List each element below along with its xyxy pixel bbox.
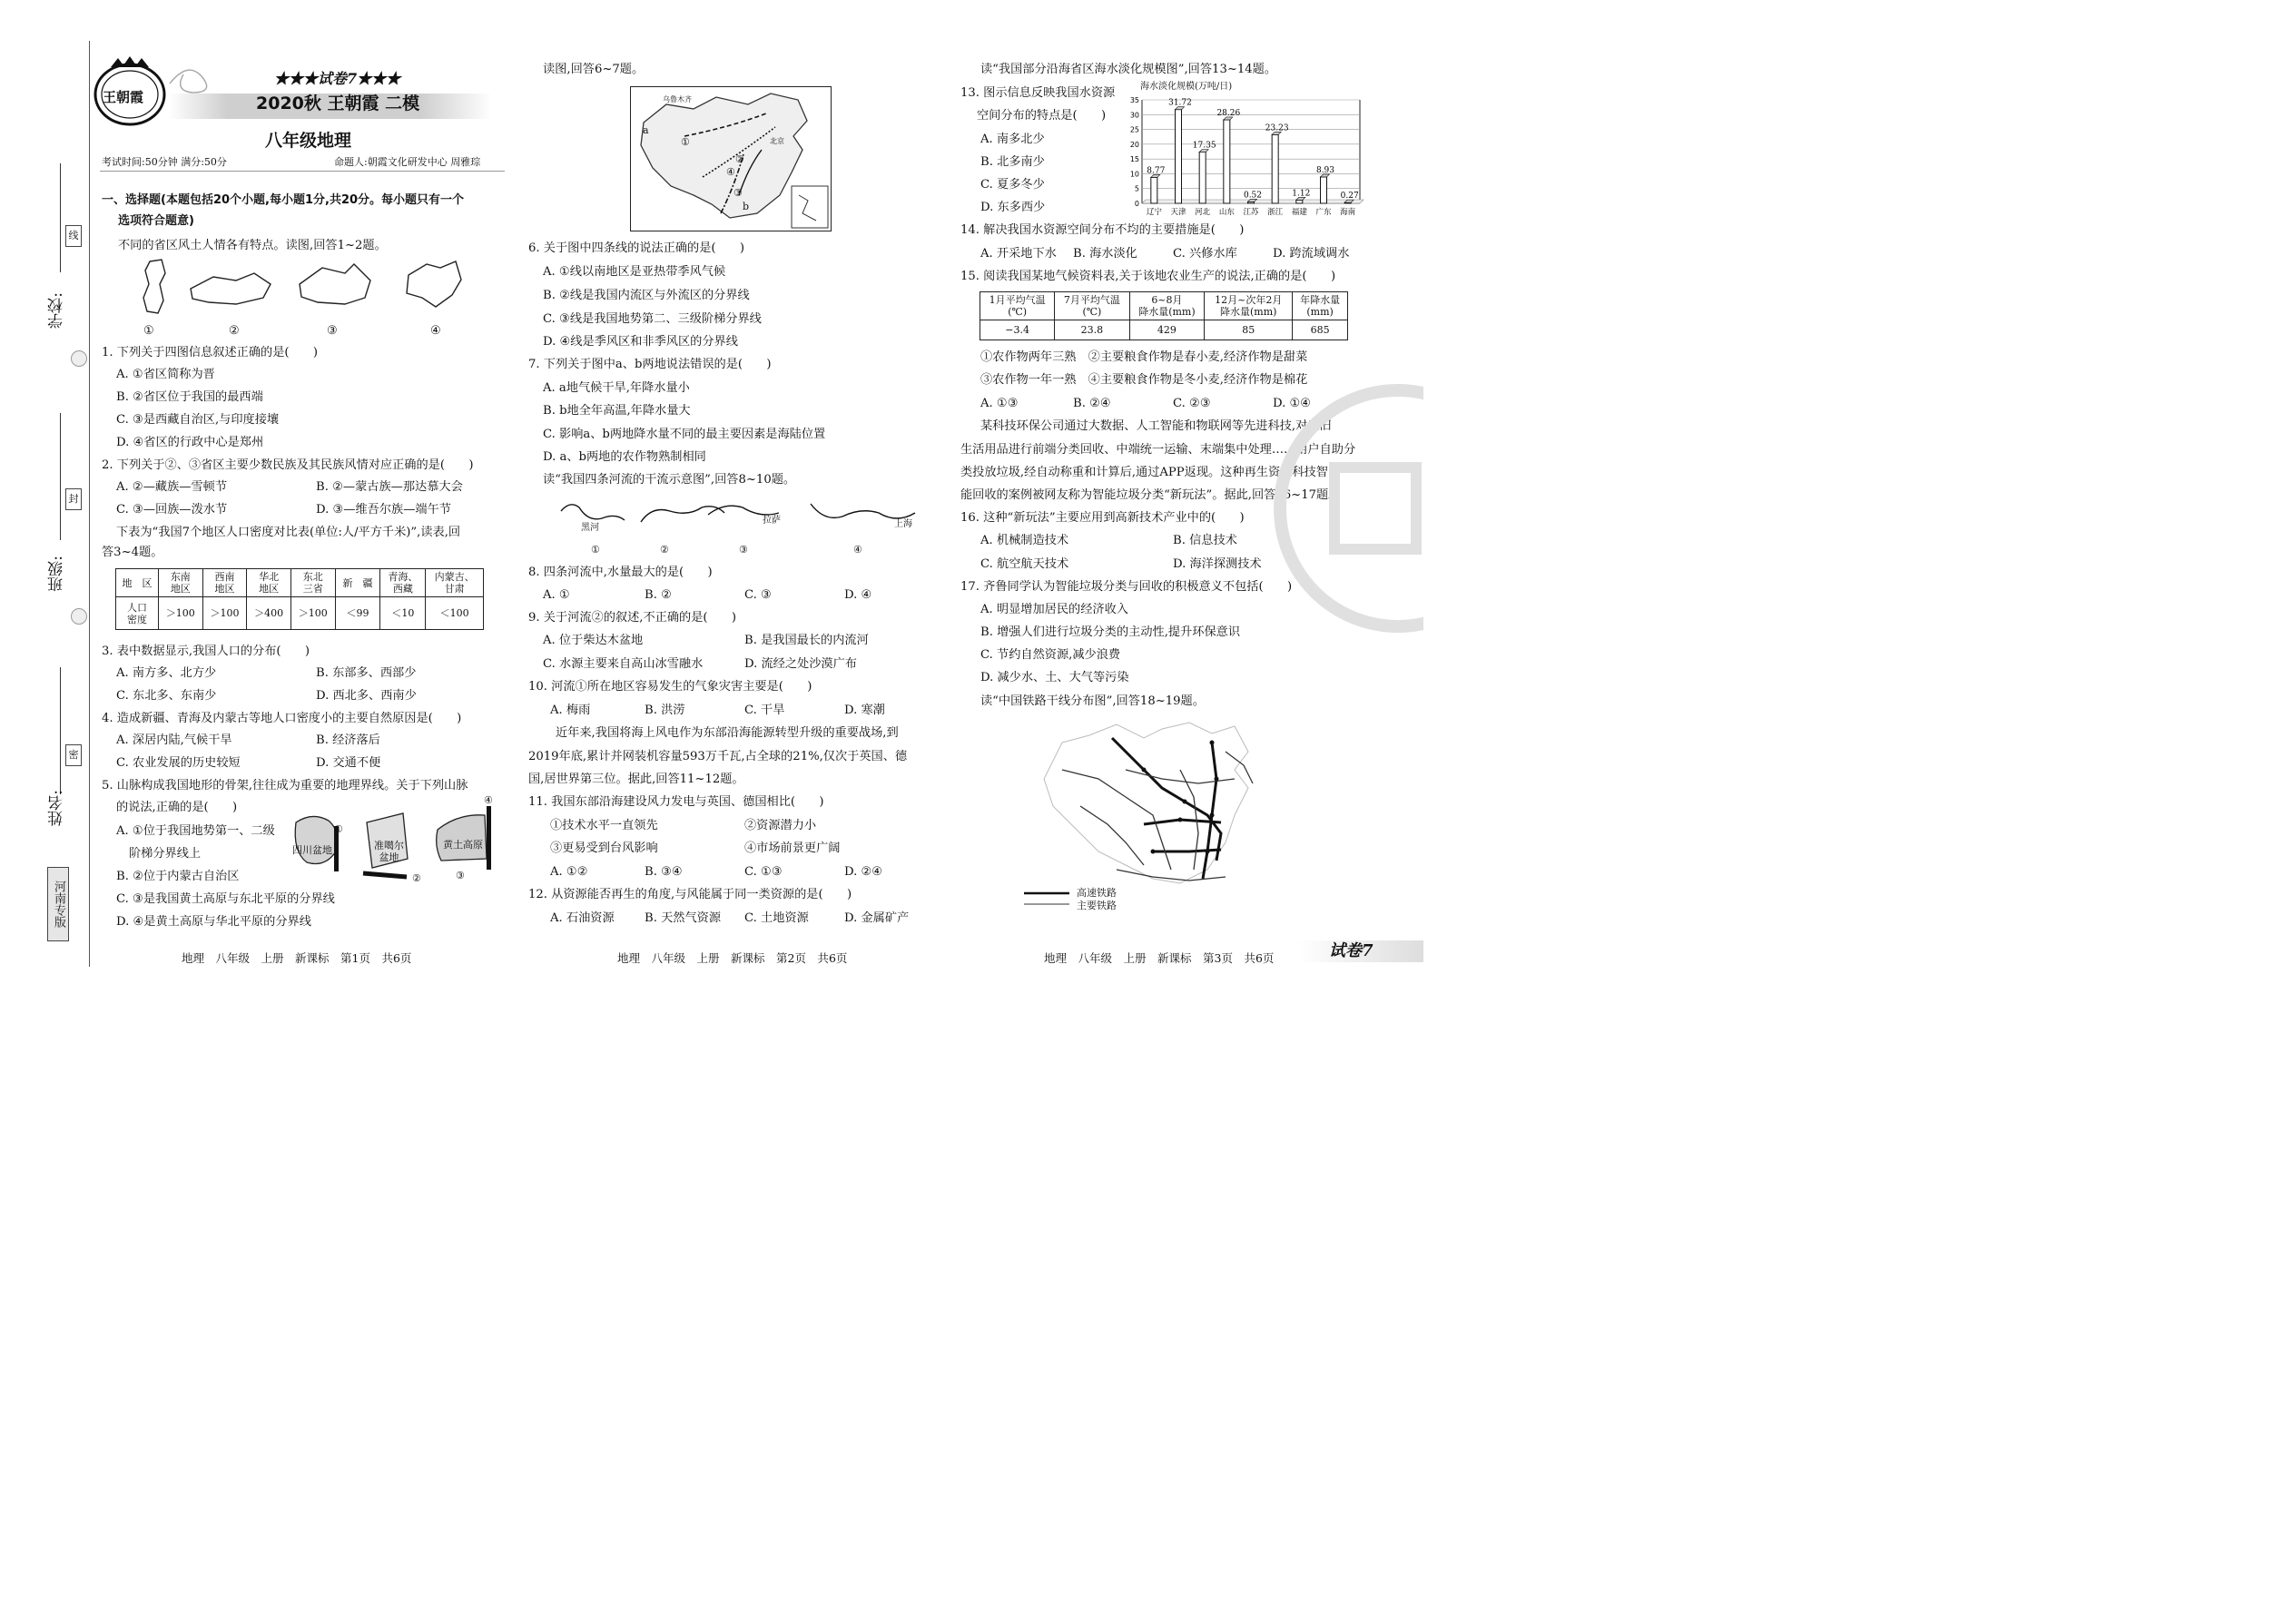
option[interactable]: A. 梅雨 <box>550 704 591 717</box>
option[interactable]: C. 水源主要来自高山冰雪融水 <box>543 657 704 671</box>
option[interactable]: B. 东部多、西部少 <box>316 666 417 680</box>
class-label: 班级: <box>48 556 66 592</box>
river-num: ① <box>591 544 600 556</box>
map-line-3: ③ <box>733 187 743 199</box>
province-shape-1 <box>143 260 165 313</box>
option[interactable]: C. 农业发展的历史较短 <box>116 756 241 770</box>
y-tick-label: 25 <box>1129 125 1139 134</box>
river-num: ② <box>660 544 669 556</box>
statement: ①农作物两年三熟 ②主要粮食作物是春小麦,经济作物是甜菜 <box>980 350 1308 364</box>
x-tick-label: 辽宁 <box>1146 208 1162 217</box>
bar-value-label: 0.52 <box>1243 191 1263 201</box>
x-tick-label: 广东 <box>1315 208 1332 217</box>
option[interactable]: D. 西北多、西南少 <box>316 689 417 703</box>
basin-label: 准噶尔 盆地 <box>374 840 404 863</box>
option[interactable]: B. 北多南少 <box>980 155 1045 169</box>
option[interactable]: C. ③线是我国地势第二、三级阶梯分界线 <box>543 312 762 326</box>
legend-high-speed: 高速铁路 <box>1077 887 1117 899</box>
region-tag: 河南专版 <box>47 867 69 941</box>
option[interactable]: B. 经济落后 <box>316 733 380 747</box>
x-tick-label: 天津 <box>1170 208 1186 217</box>
corner-tag: 试卷7 <box>1329 941 1373 960</box>
page-footer-2: 地理 八年级 上册 新课标 第2页 共6页 <box>617 951 848 965</box>
bar-value-label: 1.12 <box>1292 189 1311 199</box>
intro-q1-2: 不同的省区风土人情各有特点。读图,回答1~2题。 <box>118 239 387 252</box>
binding-hole <box>71 608 87 625</box>
map-label-b: b <box>743 201 750 212</box>
option[interactable]: C. 东北多、东南少 <box>116 689 217 703</box>
option[interactable]: D. ④ <box>844 588 872 602</box>
climate-table <box>980 291 1348 340</box>
exam-author: 命题人:朝霞文化研发中心 周雅琮 <box>334 156 481 168</box>
y-tick-label: 20 <box>1129 140 1139 149</box>
page-footer-1: 地理 八年级 上册 新课标 第1页 共6页 <box>182 951 412 965</box>
option[interactable]: C. ①③ <box>744 865 783 879</box>
option[interactable]: B. ②省区位于我国的最西端 <box>116 390 263 404</box>
option[interactable]: A. 开采地下水 <box>980 247 1057 261</box>
option[interactable]: C. 航空航天技术 <box>980 557 1069 571</box>
option[interactable]: C. 节约自然资源,减少浪费 <box>980 648 1121 662</box>
x-tick-label: 河北 <box>1195 208 1211 217</box>
option[interactable]: C. 影响a、b两地降水量不同的最主要因素是海陆位置 <box>543 428 826 441</box>
intro-q16-17: 某科技环保公司通过大数据、人工智能和物联网等先进科技,对废旧 <box>980 419 1332 433</box>
map-label-a: a <box>643 124 649 136</box>
seal-mark-feng: 封 <box>65 488 82 510</box>
option[interactable]: B. ②线是我国内流区与外流区的分界线 <box>543 289 750 302</box>
china-map <box>630 86 832 231</box>
x-tick-label: 浙江 <box>1267 208 1284 217</box>
river-label: 上海 <box>894 519 912 529</box>
province-shape-3 <box>300 264 370 304</box>
option[interactable]: D. ②④ <box>844 865 883 879</box>
bar <box>1151 177 1157 203</box>
bar-value-label: 0.27 <box>1340 192 1359 202</box>
intro-q8-10: 读“我国四条河流的干流示意图”,回答8~10题。 <box>543 473 796 487</box>
bar-value-label: 17.35 <box>1192 141 1216 151</box>
option[interactable]: B. ②位于内蒙古自治区 <box>116 870 240 883</box>
intro-q16-17-cont: 类投放垃圾,经自动称重和计算后,通过APP返现。这种再生资源科技智 <box>960 466 1328 479</box>
logo-text: 王朝霞 <box>103 89 144 105</box>
y-tick-label: 35 <box>1129 96 1139 104</box>
binding-hole <box>71 350 87 367</box>
option[interactable]: D. ④线是季风区和非季风区的分界线 <box>543 335 738 349</box>
chart-title: 海水淡化规模(万吨/日) <box>1140 82 1233 92</box>
name-label: 姓名: <box>48 790 66 826</box>
bar-value-label: 31.72 <box>1168 98 1192 108</box>
seal-mark-mi: 密 <box>65 744 82 766</box>
river-num: ④ <box>853 544 862 556</box>
bar-value-label: 28.26 <box>1216 108 1241 118</box>
intro-q11-12: 近年来,我国将海上风电作为东部沿海能源转型升级的重要战场,到 <box>556 726 899 740</box>
y-tick-label: 15 <box>1129 155 1139 164</box>
x-tick-label: 福建 <box>1291 208 1307 217</box>
y-tick-label: 10 <box>1129 170 1139 179</box>
option[interactable]: D. 海洋探测技术 <box>1173 557 1262 571</box>
statement: ④市场前景更广阔 <box>744 842 841 855</box>
option[interactable]: D. 东多西少 <box>980 201 1046 214</box>
option[interactable]: C. ②③ <box>1173 397 1211 410</box>
option[interactable]: D. 金属矿产 <box>844 911 910 925</box>
intro-q18-19: 读“中国铁路干线分布图”,回答18~19题。 <box>980 694 1205 708</box>
option[interactable]: D. a、b两地的农作物熟制相同 <box>543 450 706 464</box>
option[interactable]: A. a地气候干旱,年降水量小 <box>543 381 690 395</box>
map-label-city: 北京 <box>770 137 784 145</box>
province-label-3: ③ <box>327 324 338 338</box>
intro-q11-12-cont: 国,居世界第三位。据此,回答11~12题。 <box>528 773 744 786</box>
basin-label: 四川盆地 <box>292 844 332 856</box>
bar-value-label: 8.93 <box>1315 165 1335 175</box>
option[interactable]: C. 土地资源 <box>744 911 809 925</box>
province-shape-2 <box>191 273 271 304</box>
table-row: 人口 密度 ＞100 ＞100 ＞400 ＞100 ＜99 ＜10 ＜100 <box>116 597 484 630</box>
statement: ③更易受到台风影响 <box>550 842 658 855</box>
option[interactable]: D. 交通不便 <box>316 756 381 770</box>
intro-q16-17-cont: 能回收的案例被网友称为智能垃圾分类“新玩法”。据此,回答16~17题。 <box>960 488 1341 502</box>
bar <box>1272 134 1278 203</box>
option[interactable]: D. 减少水、土、大气等污染 <box>980 671 1129 684</box>
x-tick-label: 海南 <box>1340 208 1356 217</box>
table-header-row: 1月平均气温 (℃) 7月平均气温 (℃) 6~8月 降水量(mm) 12月~次年2月 降水量(mm) 年降水量 (mm) <box>980 292 1348 320</box>
option[interactable]: B. ②④ <box>1073 397 1111 410</box>
option[interactable]: A. 深居内陆,气候干旱 <box>116 733 232 747</box>
river-diagrams <box>552 495 933 540</box>
subject-title: 八年级地理 <box>265 131 352 151</box>
option[interactable]: A. 位于柴达木盆地 <box>543 634 644 647</box>
intro-q3-4-cont: 答3~4题。 <box>102 546 163 559</box>
option[interactable]: B. 海水淡化 <box>1073 247 1137 261</box>
map-line-4: ④ <box>726 166 735 178</box>
bar <box>1199 152 1206 203</box>
option[interactable]: D. ④省区的行政中心是郑州 <box>116 436 264 449</box>
population-density-table <box>115 568 484 630</box>
option[interactable]: A. ①线以南地区是亚热带季风气候 <box>543 265 726 279</box>
option[interactable]: B. ②—蒙古族—那达慕大会 <box>316 480 463 494</box>
bar <box>1321 177 1327 203</box>
option[interactable]: B. 是我国最长的内流河 <box>744 634 869 647</box>
rail-legend-lines <box>1024 888 1071 908</box>
seal-mark-xian: 线 <box>65 225 82 247</box>
option[interactable]: C. ③ <box>744 588 772 602</box>
province-shape-4 <box>407 261 461 307</box>
option: 阶梯分界线上 <box>129 847 202 861</box>
basin-label: 黄土高原 <box>443 839 483 851</box>
option[interactable]: C. ③是西藏自治区,与印度接壤 <box>116 413 280 427</box>
province-label-1: ① <box>143 324 154 338</box>
y-tick-label: 30 <box>1129 111 1139 120</box>
intro-q13-14: 读“我国部分沿海省区海水淡化规模图”,回答13~14题。 <box>980 63 1277 76</box>
option[interactable]: B. 洪涝 <box>645 704 685 717</box>
option[interactable]: B. b地全年高温,年降水量大 <box>543 404 691 418</box>
legend-main-rail: 主要铁路 <box>1077 900 1117 911</box>
option[interactable]: C. ③是我国黄土高原与东北平原的分界线 <box>116 892 335 906</box>
statement: ③农作物一年一熟 ④主要粮食作物是冬小麦,经济作物是棉花 <box>980 373 1308 387</box>
option[interactable]: A. ①位于我国地势第一、二级 <box>116 824 275 838</box>
mountain-mark-4: ④ <box>484 794 493 806</box>
table-header-row: 地 区 东南 地区 西南 地区 华北 地区 东北 三省 新 疆 青海、 西藏 内蒙古、 甘肃 <box>116 569 484 597</box>
intro-q3-4: 下表为“我国7个地区人口密度对比表(单位:人/平方千米)”,读表,回 <box>116 526 461 539</box>
exam-title: 2020秋 王朝霞 二模 <box>256 94 420 113</box>
option[interactable]: D. ①④ <box>1273 397 1312 410</box>
bar <box>1224 120 1230 203</box>
option[interactable]: A. ②—藏族—雪顿节 <box>116 480 228 494</box>
bar-value-label: 23.23 <box>1265 123 1289 133</box>
option[interactable]: D. 跨流域调水 <box>1273 247 1350 261</box>
option[interactable]: B. 信息技术 <box>1173 534 1237 547</box>
desalination-bar-chart <box>1122 91 1365 220</box>
x-tick-label: 山东 <box>1218 208 1235 217</box>
option[interactable]: A. ① <box>543 588 570 602</box>
option[interactable]: A. 南方多、北方少 <box>116 666 217 680</box>
mountain-mark-2: ② <box>412 872 421 884</box>
province-label-2: ② <box>229 324 240 338</box>
bar <box>1296 200 1303 203</box>
option[interactable]: D. ④是黄土高原与华北平原的分界线 <box>116 915 311 929</box>
option[interactable]: C. 夏多冬少 <box>980 178 1045 192</box>
option[interactable]: C. 干旱 <box>744 704 785 717</box>
option[interactable]: B. ② <box>645 588 672 602</box>
series-title: ★★★试卷7★★★ <box>274 70 401 87</box>
option[interactable]: A. 南多北少 <box>980 133 1045 146</box>
province-label-4: ④ <box>430 324 441 338</box>
map-line-1: ① <box>681 136 690 148</box>
page-footer-3: 地理 八年级 上册 新课标 第3页 共6页 <box>1044 951 1275 965</box>
y-tick-label: 5 <box>1134 184 1139 193</box>
river-num: ③ <box>739 544 748 556</box>
option[interactable]: C. 兴修水库 <box>1173 247 1237 261</box>
intro-q11-12-cont: 2019年底,累计并网装机容量593万千瓦,占全球的21%,仅次于英国、德 <box>528 750 908 763</box>
option[interactable]: A. 明显增加居民的经济收入 <box>980 603 1128 616</box>
option[interactable]: B. 增强人们进行垃圾分类的主动性,提升环保意识 <box>980 625 1241 639</box>
map-line-2: ② <box>735 153 744 165</box>
option[interactable]: D. 流经之处沙漠广布 <box>744 657 857 671</box>
school-label: 学校: <box>48 292 66 329</box>
option[interactable]: D. 寒潮 <box>844 704 885 717</box>
x-tick-label: 江苏 <box>1243 208 1259 217</box>
bar-value-label: 8.77 <box>1147 166 1166 176</box>
statement: ①技术水平一直领先 <box>550 819 658 832</box>
option[interactable]: A. 机械制造技术 <box>980 534 1069 547</box>
mountain-mark-3: ③ <box>456 870 465 881</box>
y-tick-label: 0 <box>1134 200 1139 208</box>
option[interactable]: C. ③—回族—泼水节 <box>116 503 228 517</box>
watermark-stamp <box>1271 381 1423 635</box>
bar <box>1176 110 1182 203</box>
option[interactable]: D. ③—维吾尔族—端午节 <box>316 503 451 517</box>
option[interactable]: B. ③④ <box>645 865 683 879</box>
intro-q6-7: 读图,回答6~7题。 <box>543 63 645 76</box>
table-row: −3.4 23.8 429 85 685 <box>980 320 1348 340</box>
option[interactable]: A. ①③ <box>980 397 1019 410</box>
option[interactable]: B. 天然气资源 <box>645 911 722 925</box>
option[interactable]: A. ①省区简称为晋 <box>116 368 215 381</box>
river-label: 拉萨 <box>763 516 781 526</box>
mountain-mark-1: ① <box>334 823 343 835</box>
option[interactable]: A. ①② <box>550 865 588 879</box>
river-label: 黑河 <box>581 523 599 533</box>
option[interactable]: A. 石油资源 <box>550 911 615 925</box>
statement: ②资源潜力小 <box>744 819 817 832</box>
exam-info: 考试时间:50分钟 满分:50分 <box>102 156 227 168</box>
map-label-city: 乌鲁木齐 <box>663 95 692 103</box>
intro-q16-17-cont: 生活用品进行前端分类回收、中端统一运输、末端集中处理……用户自助分 <box>960 443 1356 457</box>
